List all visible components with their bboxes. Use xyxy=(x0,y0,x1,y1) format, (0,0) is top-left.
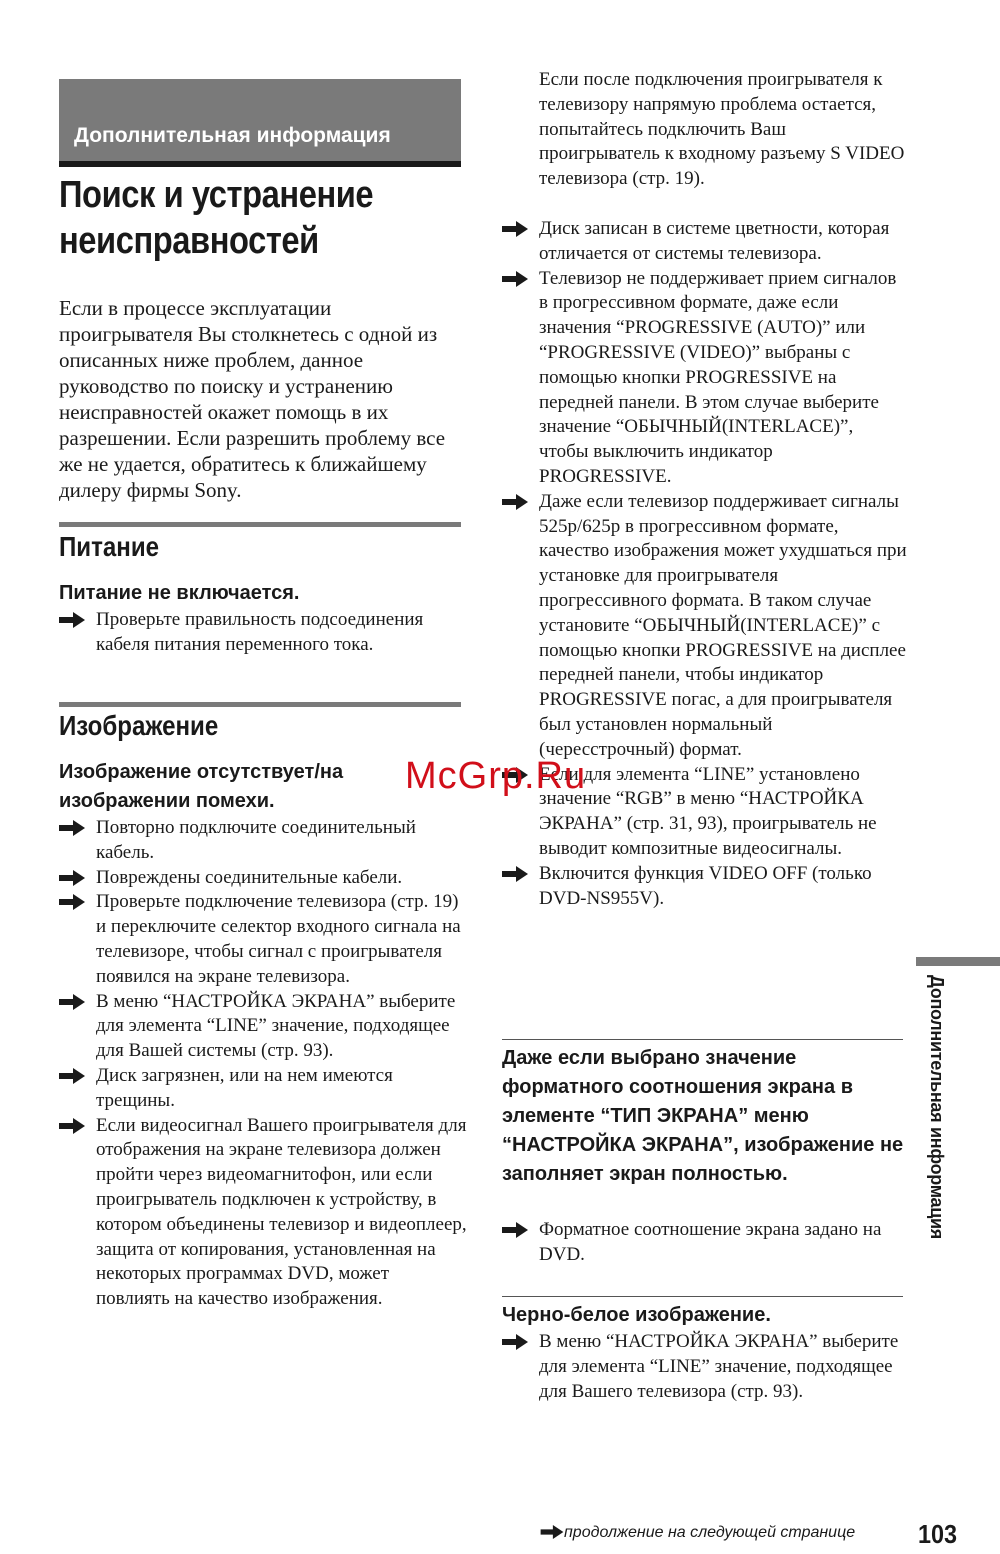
page-title xyxy=(59,172,420,264)
bw-rule xyxy=(502,1296,903,1297)
watermark: McGrp.Ru xyxy=(405,755,587,797)
list-item: Включится функция VIDEO OFF (только DVD-NS955V). xyxy=(502,862,907,912)
picture-list-right xyxy=(502,217,907,911)
arrow-icon xyxy=(59,894,85,910)
power-heading: Питание xyxy=(59,531,160,562)
list-item: Повторно подключите соединительный кабель. xyxy=(59,816,467,866)
bw-list xyxy=(502,1330,907,1404)
continue-note xyxy=(540,1524,855,1542)
power-list xyxy=(59,608,464,658)
list-item: Диск загрязнен, или на нем имеются трещины. xyxy=(59,1064,467,1114)
arrow-icon xyxy=(502,866,528,882)
arrow-icon xyxy=(502,1334,528,1350)
page-title-line1: Поиск и устранение xyxy=(59,174,374,216)
list-item: Проверьте правильность подсоединения кабеля питания переменного тока. xyxy=(59,608,464,658)
list-item: Диск записан в системе цветности, которая отличается от системы телевизора. xyxy=(502,217,907,267)
side-tab-bar xyxy=(916,957,1000,966)
power-rule xyxy=(59,522,461,527)
side-tab-label: Дополнительная информация xyxy=(927,975,947,1239)
picture-problem: Изображение отсутствует/на изображении помехи. xyxy=(59,761,344,812)
aspect-problem: Даже если выбрано значение форматного соотношения экрана в элементе “ТИП ЭКРАНА” меню “НАСТРОЙКА ЭКРАНА”, изображение не заполняет экран полностью. xyxy=(502,1047,904,1185)
arrow-icon xyxy=(59,870,85,886)
list-item: Если для элемента “LINE” установлено значение “RGB” в меню “НАСТРОЙКА ЭКРАНА” (стр. 31, 93), проигрыватель не выводит композитные видеосигналы. xyxy=(502,763,907,862)
section-banner-label: Дополнительная информация xyxy=(74,124,391,147)
list-item: Если видеосигнал Вашего проигрывателя для отображения на экране телевизора должен пройти через видеомагнитофон, или если проигрыватель подключен к устройству, в котором объединены телевизор и видеоплеер, защита от копирования, установленная на некоторых программах DVD, может повлиять на качество изображения. xyxy=(59,1114,467,1312)
bw-problem: Черно-белое изображение. xyxy=(502,1304,771,1326)
aspect-rule xyxy=(502,1039,903,1040)
arrow-icon xyxy=(59,1068,85,1084)
arrow-icon xyxy=(540,1525,564,1539)
list-item: В меню “НАСТРОЙКА ЭКРАНА” выберите для элемента “LINE” значение, подходящее для Вашей системы (стр. 93). xyxy=(59,990,467,1064)
arrow-icon xyxy=(502,221,528,237)
arrow-icon xyxy=(59,994,85,1010)
picture-heading: Изображение xyxy=(59,710,219,741)
intro-paragraph: Если в процессе эксплуатации проигрывателя Вы столкнетесь с одной из описанных ниже проблем, данное руководство по поиску и устранению неисправностей окажет помощь в их разрешении. Если разрешить проблему все же не удается, обратитесь к ближайшему дилеру фирмы Sony. xyxy=(59,296,446,502)
arrow-icon xyxy=(59,1118,85,1134)
arrow-icon xyxy=(502,1222,528,1238)
picture-rule xyxy=(59,702,461,707)
arrow-icon xyxy=(502,271,528,287)
aspect-list xyxy=(502,1218,907,1268)
power-problem: Питание не включается. xyxy=(59,582,300,604)
picture-list-left xyxy=(59,816,467,1312)
arrow-icon xyxy=(59,612,85,628)
page-number: 103 xyxy=(918,1519,958,1549)
section-banner xyxy=(59,79,461,167)
list-item: Даже если телевизор поддерживает сигналы 525p/625p в прогрессивном формате, качество изображения может ухудшаться при установке для проигрывателя прогрессивного формата. В таком случае установите “ОБЫЧНЫЙ(INTERLACE)” с помощью кнопки PROGRESSIVE на дисплее передней панели, чтобы индикатор PROGRESSIVE погас, а для проигрывателя был установлен нормальный (чересстрочный) формат. xyxy=(502,490,907,763)
continue-text: продолжение на следующей странице xyxy=(564,1524,856,1541)
list-item: Проверьте подключение телевизора (стр. 19) и переключите селектор входного сигнала на телевизоре, чтобы сигнал с проигрывателя появился на экране телевизора. xyxy=(59,890,467,989)
list-item: Телевизор не поддерживает прием сигналов в прогрессивном формате, даже если значения “PROGRESSIVE (AUTO)” или “PROGRESSIVE (VIDEO)” выбраны с помощью кнопки PROGRESSIVE на передней панели. В этом случае выберите значение “ОБЫЧНЫЙ(INTERLACE)”, чтобы выключить индикатор PROGRESSIVE. xyxy=(502,267,907,490)
list-item: Форматное соотношение экрана задано на DVD. xyxy=(502,1218,907,1268)
arrow-icon xyxy=(59,820,85,836)
continued-paragraph: Если после подключения проигрывателя к телевизору напрямую проблема остается, попытайтесь подключить Ваш проигрыватель к входному разъему S VIDEO телевизора (стр. 19). xyxy=(539,69,905,190)
list-item: В меню “НАСТРОЙКА ЭКРАНА” выберите для элемента “LINE” значение, подходящее для Вашего телевизора (стр. 93). xyxy=(502,1330,907,1404)
arrow-icon xyxy=(502,494,528,510)
page-title-line2: неисправностей xyxy=(59,220,319,262)
list-item: Повреждены соединительные кабели. xyxy=(59,866,467,891)
